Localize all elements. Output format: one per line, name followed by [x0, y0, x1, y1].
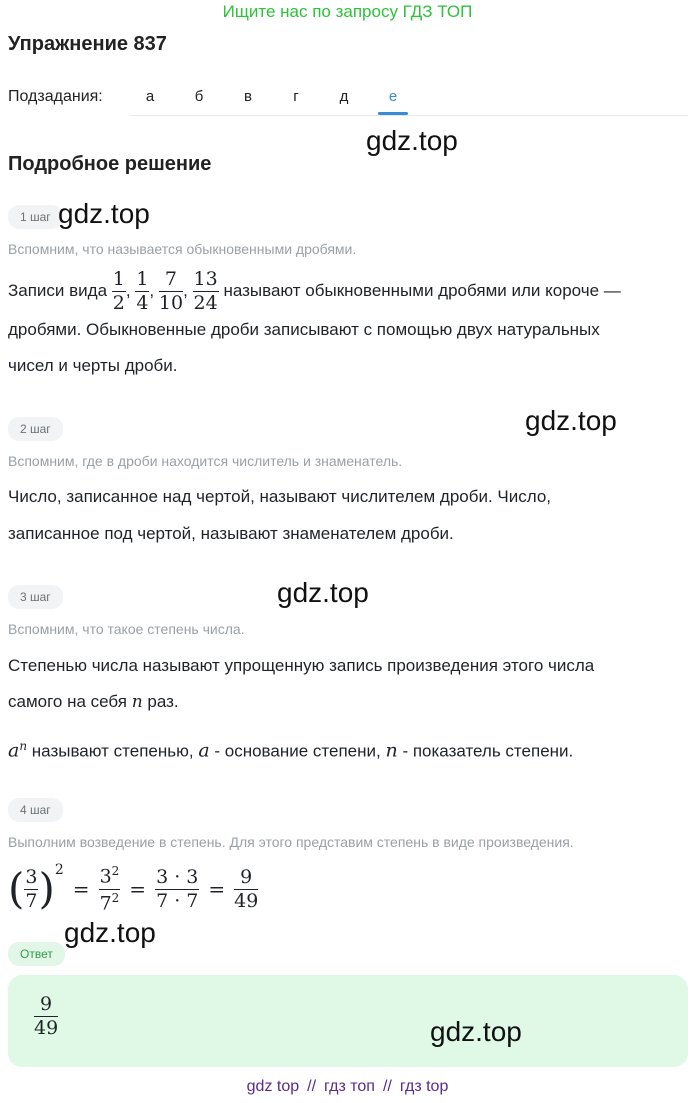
math-variable: n [385, 739, 398, 762]
footer-separator: // [382, 1078, 392, 1095]
equals-sign: = [72, 877, 90, 901]
text-fragment: самого на себя [8, 692, 127, 711]
fraction-numerator: 3 · 3 [156, 865, 199, 888]
step-badge: 1 шаг [8, 205, 63, 229]
fraction [135, 270, 149, 313]
step-text-line: дробями. Обыкновенные дроби записывают с помощью двух натуральных [8, 320, 600, 339]
step-hint: Выполним возведение в степень. Для этого представим степень в виде произведения. [8, 834, 574, 850]
left-paren: ( [8, 864, 25, 913]
step-text-line [8, 684, 179, 720]
step-text-line: записанное под чертой, называют знаменателем дроби. [8, 524, 454, 543]
step-badge: 3 шаг [8, 585, 63, 609]
step-hint: Вспомним, что такое степень числа. [8, 621, 245, 637]
math-variable: a [198, 739, 210, 762]
exponent: 2 [111, 890, 120, 905]
answer-badge: Ответ [8, 942, 65, 966]
section-title: Подробное решение [8, 153, 212, 175]
equals-sign: = [129, 877, 147, 901]
fraction-numerator: 9 [34, 995, 58, 1017]
tab-g[interactable]: г [293, 88, 299, 105]
power-expression [8, 860, 64, 918]
fraction-numerator: 3 [25, 866, 38, 888]
fraction-denominator: 4 [136, 292, 149, 315]
watermark: gdz.top [525, 405, 617, 436]
footer-link[interactable]: gdz top [246, 1078, 300, 1095]
search-hint-banner[interactable]: Ищите нас по запросу ГДЗ ТОП [222, 2, 473, 21]
watermark: gdz.top [58, 198, 150, 229]
text-fragment: раз. [147, 692, 179, 711]
fraction-numerator: 7 [159, 270, 183, 292]
fraction [155, 865, 199, 912]
formula [8, 858, 258, 920]
step-text-line [8, 728, 573, 770]
base: 3 [99, 865, 112, 888]
answer-box [8, 975, 688, 1067]
step-hint: Вспомним, где в дроби находится числитель и знаменатель. [8, 453, 403, 469]
footer-link[interactable]: гдз топ [324, 1078, 375, 1095]
footer-separator: // [307, 1078, 317, 1095]
fraction-numerator: 13 [193, 268, 218, 291]
exponent: 2 [111, 864, 120, 879]
fraction [112, 270, 126, 313]
fraction [193, 270, 219, 313]
text-fragment: - показатель степени. [402, 741, 574, 761]
step-badge: 2 шаг [8, 417, 63, 441]
tab-d[interactable]: д [339, 88, 349, 105]
equals-sign: = [208, 877, 226, 901]
fraction-denominator: 49 [234, 889, 259, 912]
watermark: gdz.top [277, 577, 369, 608]
answer-fraction [34, 995, 58, 1038]
fraction [24, 868, 38, 911]
subtask-tabs [130, 78, 688, 116]
base: 7 [99, 891, 112, 914]
fraction-numerator: 1 [136, 268, 149, 291]
watermark: gdz.top [366, 125, 458, 156]
fraction [159, 270, 183, 313]
step-text-line: Степенью числа называют упрощенную запись произведения этого числа [8, 656, 595, 675]
fraction-numerator: 9 [234, 868, 258, 890]
step-hint: Вспомним, что называется обыкновенными дробями. [8, 241, 357, 257]
fraction-denominator: 7 · 7 [156, 889, 199, 912]
tab-a[interactable]: а [145, 88, 155, 105]
fraction-denominator: 7 [25, 890, 38, 912]
tab-b[interactable]: б [194, 88, 204, 105]
fraction-denominator: 2 [112, 292, 125, 315]
step-text-line: Число, записанное над чертой, называют числителем дроби. Число, [8, 487, 552, 506]
text-fragment: называют обыкновенными дробями или короче — [223, 281, 621, 300]
fraction-denominator [99, 890, 121, 913]
step-text-line: Записи вида $\frac{1}{2}$ , $\frac{1}{4}$ , $\frac{7}{10}$ , $\frac{13}{24}$ называют обыкновенными дробями или короче — [8, 268, 621, 315]
tab-e[interactable]: е [388, 88, 398, 105]
footer-link[interactable]: гдз top [399, 1078, 449, 1095]
exponent: 2 [54, 862, 64, 878]
text-fragment: Записи вида [8, 281, 108, 300]
text-fragment: называют степенью, [31, 741, 194, 761]
text-fragment: - основание степени, [214, 741, 381, 761]
fraction-denominator: 49 [34, 1017, 59, 1039]
tab-v[interactable]: в [244, 88, 252, 105]
subtasks-label: Подзадания: [8, 88, 103, 105]
math-variable: n [131, 692, 143, 712]
step-badge: 4 шаг [8, 798, 63, 822]
watermark: gdz.top [430, 1016, 522, 1047]
math-exponent: n [19, 739, 28, 753]
right-paren: ) [38, 864, 55, 913]
math-variable: a [8, 739, 20, 762]
watermark: gdz.top [64, 917, 156, 948]
fraction [234, 865, 259, 912]
active-tab-indicator [378, 112, 408, 115]
fraction-numerator: 1 [112, 268, 125, 291]
page-title: Упражнение 837 [8, 33, 167, 55]
fraction-denominator: 24 [193, 292, 218, 315]
fraction-numerator [99, 865, 121, 889]
footer-links [0, 1078, 695, 1096]
fraction [99, 865, 121, 913]
fraction-denominator: 10 [158, 292, 184, 315]
step-text-line: чисел и черты дроби. [8, 356, 178, 375]
